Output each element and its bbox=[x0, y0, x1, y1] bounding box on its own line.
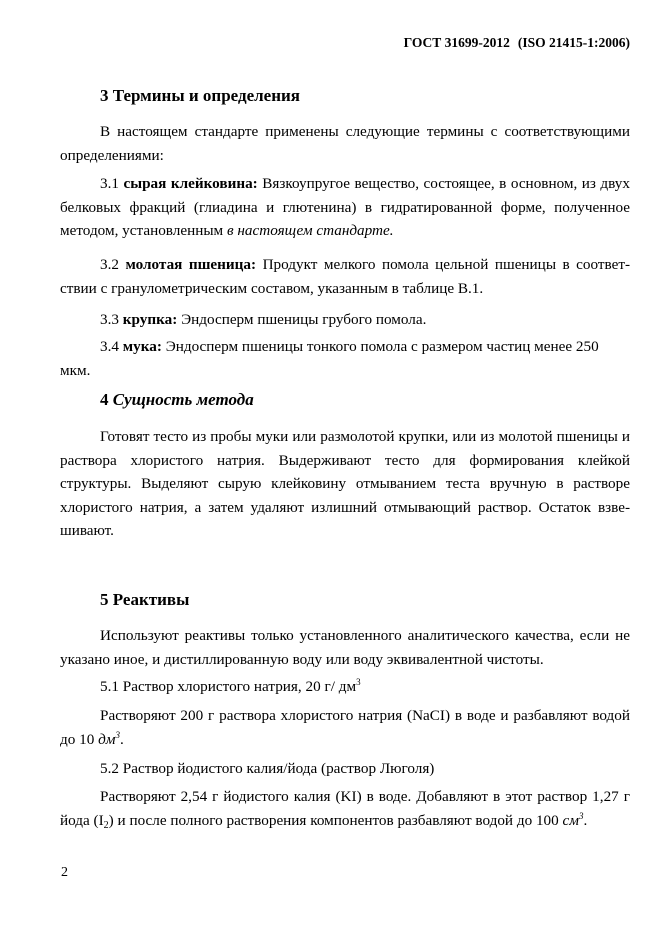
page-number: 2 bbox=[61, 865, 68, 880]
reagent-5-2-title: 5.2 Раствор йодистого калия/йода (раствор Люголя) bbox=[100, 760, 435, 777]
reagent-5-1-text: Растворяют 200 г раствора хлористого натрия (NaCI) в воде и разбавляют водой до 10 $дм^3$. bbox=[60, 707, 630, 748]
reagent-5-1-title: 5.1 Раствор хлористого натрия, 20 г/ $дм^3$ bbox=[100, 677, 361, 695]
term-3-4: 3.4 мука: Эндосперм пшеницы тонкого помола с размером частиц менее 250 мкм. bbox=[60, 338, 599, 379]
section-4-text: Готовят тесто из пробы муки или размолотой крупки, или из молотой пшеницы и раствора хлористого натрия. Выдерживают тесто для формирования клейкой структуры. Выделяют сырую клейковину отмыванием теста вручную в растворе хлористого натрия, а затем удаляют излишний отмывающий раствор. Остаток взвешивают. bbox=[60, 428, 630, 539]
term-3-1: 3.1 сырая клейковина: Вязкоупругое вещество, состоящее, в основном, из двух белковых фракций (глиадина и глютенина) в гидратированной форме, полученное методом, установленным в настоящем стандарте. bbox=[60, 175, 630, 239]
term-3-2: 3.2 молотая пшеница: Продукт мелкого помола цельной пшеницы в соответствии с гранулометрическим составом, указанным в таблице В.1. bbox=[60, 256, 631, 297]
reagent-5-2-text: Растворяют 2,54 г йодистого калия (KI) в воде. Добавляют в этот раствор 1,27 г йода $(I_2)$ и после полного растворения компонентов разбавляют водой до 100 $см^3$. bbox=[60, 788, 630, 831]
section-5-heading: 5 Реактивы bbox=[100, 590, 190, 609]
section-3-intro: В настоящем стандарте применены следующие термины с соответствующими определениями: bbox=[60, 123, 630, 164]
standard-code: ГОСТ 31699-2012 bbox=[403, 35, 510, 50]
section-4-heading: 4 Сущность метода bbox=[100, 390, 254, 409]
page-header bbox=[404, 35, 630, 51]
section-3-heading: 3 Термины и определения bbox=[100, 86, 301, 105]
section-5-intro: Используют реактивы только установленного аналитического качества, если не указано иное, и дистиллированную воду или воду эквивалентной чистоты. bbox=[60, 627, 630, 668]
term-3-3: 3.3 крупка: Эндосперм пшеницы грубого помола. bbox=[100, 311, 427, 328]
iso-code: (ISO 21415-1:2006) bbox=[517, 35, 630, 50]
